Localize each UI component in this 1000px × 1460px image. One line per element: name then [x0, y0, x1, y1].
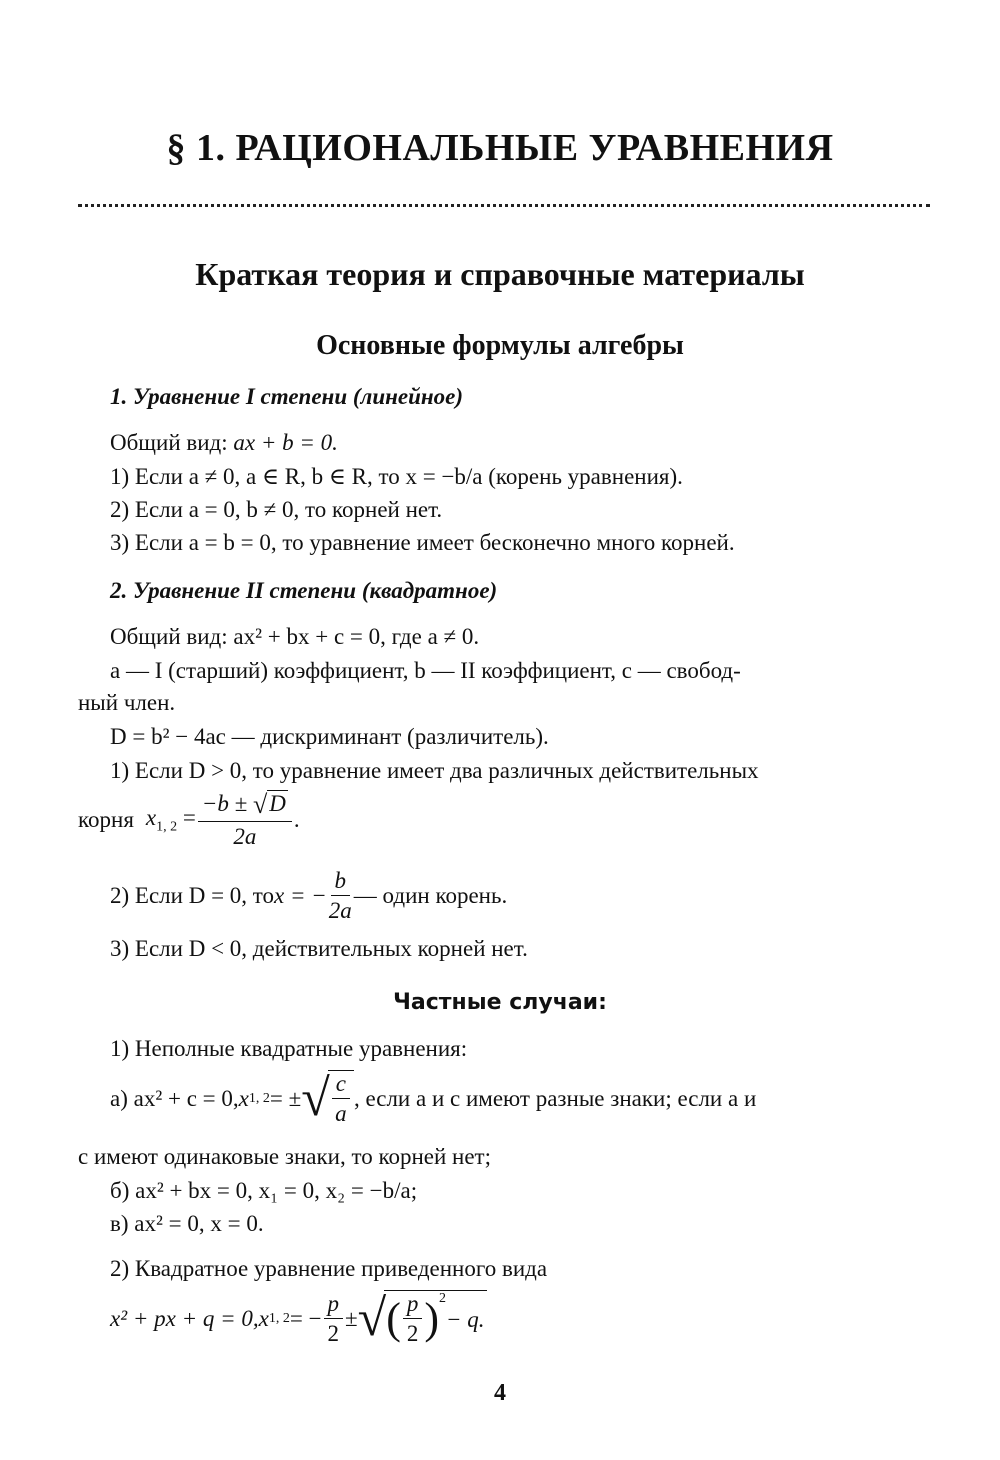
linear-case-3: 3) Если a = b = 0, то уравнение имеет бесконечно много корней.	[110, 530, 735, 555]
incomplete-case-c: в) ax² = 0, x = 0.	[110, 1211, 264, 1236]
subtitle: Краткая теория и справочные материалы	[195, 256, 805, 292]
quadratic-case-1-line-1: 1) Если D > 0, то уравнение имеет два различных действительных	[110, 758, 759, 783]
roots-denominator: 2a	[233, 823, 257, 849]
quadratic-coef-line-2: ный член.	[78, 690, 176, 715]
page-title: § 1. РАЦИОНАЛЬНЫЕ УРАВНЕНИЯ	[166, 127, 834, 169]
case-2-var: x = −	[274, 883, 327, 909]
reduced-eq: = −	[289, 1305, 322, 1331]
dotted-divider	[78, 204, 930, 207]
linear-general	[110, 430, 338, 456]
reduced-denominator: 2	[327, 1320, 340, 1346]
reduced-tail: − q.	[446, 1306, 485, 1332]
incomplete-case-a-line-2: c имеют одинаковые знаки, то корней нет;	[78, 1144, 491, 1169]
reduced-numerator: p	[327, 1290, 340, 1316]
reduced-var: x	[258, 1305, 269, 1331]
linear-general-formula: ax + b = 0.	[233, 430, 338, 455]
root-var: x	[145, 804, 157, 830]
roots-numerator: −b ±	[201, 791, 254, 816]
incomplete-case-a: а) ax² + c = 0, x 1, 2 = ± √ $\frac{c}{a}$ , если a и c имеют разные знаки; если a и	[110, 1069, 757, 1127]
reduced-inner-sup: 2	[439, 1291, 447, 1306]
roots-fraction: $\frac{-b \pm √D}{2a}$	[198, 790, 292, 850]
roots-label: корня	[78, 807, 134, 833]
section-title: Основные формулы алгебры	[316, 330, 684, 361]
case-a-var: x	[238, 1085, 249, 1111]
reduced-sub: 1, 2	[268, 1310, 290, 1326]
quadratic-heading: 2. Уравнение II степени (квадратное)	[110, 578, 498, 603]
root-subscript: 1, 2	[156, 819, 178, 835]
quadratic-discriminant: D = b² − 4ac — дискриминант (различитель).	[110, 724, 549, 749]
case-2-numerator: b	[334, 868, 347, 893]
linear-heading: 1. Уравнение I степени (линейное)	[110, 384, 464, 409]
case-a-numerator: c	[335, 1071, 346, 1096]
reduced-fraction	[324, 1291, 344, 1348]
reduced-inner-numerator: p	[406, 1291, 419, 1316]
case-2-suffix: — один корень.	[353, 883, 508, 909]
case-a-suffix: , если a и c имеют разные знаки; если a и	[353, 1085, 757, 1111]
reduced-pm: ±	[345, 1305, 358, 1331]
linear-general-prefix: Общий вид:	[110, 430, 234, 455]
page-number: 4	[494, 1380, 506, 1406]
case-a-denominator: a	[335, 1101, 347, 1127]
quadratic-case-1-roots: корня $x_{1, 2}$ = $\frac{-b \pm √D}{2a}$ .	[78, 790, 300, 849]
reduced-inner-denominator: 2	[406, 1321, 419, 1347]
quadratic-general: Общий вид: ax² + bx + c = 0, где a ≠ 0.	[110, 624, 480, 649]
special-cases-heading: Частные случаи:	[393, 990, 607, 1015]
reduced-prefix: x² + px + q = 0,	[110, 1305, 259, 1331]
reduced-inner-fraction	[403, 1291, 423, 1348]
case-2-prefix: 2) Если D = 0, то	[110, 883, 275, 909]
case-a-fraction	[332, 1071, 350, 1128]
linear-case-1: 1) Если a ≠ 0, a ∈ R, b ∈ R, то x = −b/a (корень уравнения).	[110, 464, 683, 489]
incomplete-case-b: б) ax² + bx = 0, x₁ = 0, x₂ = −b/a;	[110, 1178, 418, 1203]
reduced-formula: x² + px + q = 0, x 1, 2 = − $\frac{p}{2}$ ± √ ( $\frac{p}{2}$ ) $^2$ − q.	[110, 1289, 485, 1347]
case-a-prefix: а) ax² + c = 0,	[110, 1085, 239, 1111]
linear-case-2: 2) Если a = 0, b ≠ 0, то корней нет.	[110, 497, 443, 522]
case-2-fraction	[329, 868, 352, 925]
quadratic-case-3: 3) Если D < 0, действительных корней нет.	[110, 936, 528, 961]
case-a-eq: = ±	[269, 1085, 302, 1111]
incomplete-title: 1) Неполные квадратные уравнения:	[110, 1036, 468, 1061]
reduced-title: 2) Квадратное уравнение приведенного вида	[110, 1256, 548, 1281]
quadratic-case-2	[110, 868, 507, 925]
quadratic-coef-line-1: a — I (старший) коэффициент, b — II коэффициент, c — свобод-	[110, 658, 741, 683]
case-a-sub: 1, 2	[248, 1090, 270, 1106]
roots-radicand: D	[269, 791, 286, 816]
case-2-denominator: 2a	[328, 898, 352, 924]
